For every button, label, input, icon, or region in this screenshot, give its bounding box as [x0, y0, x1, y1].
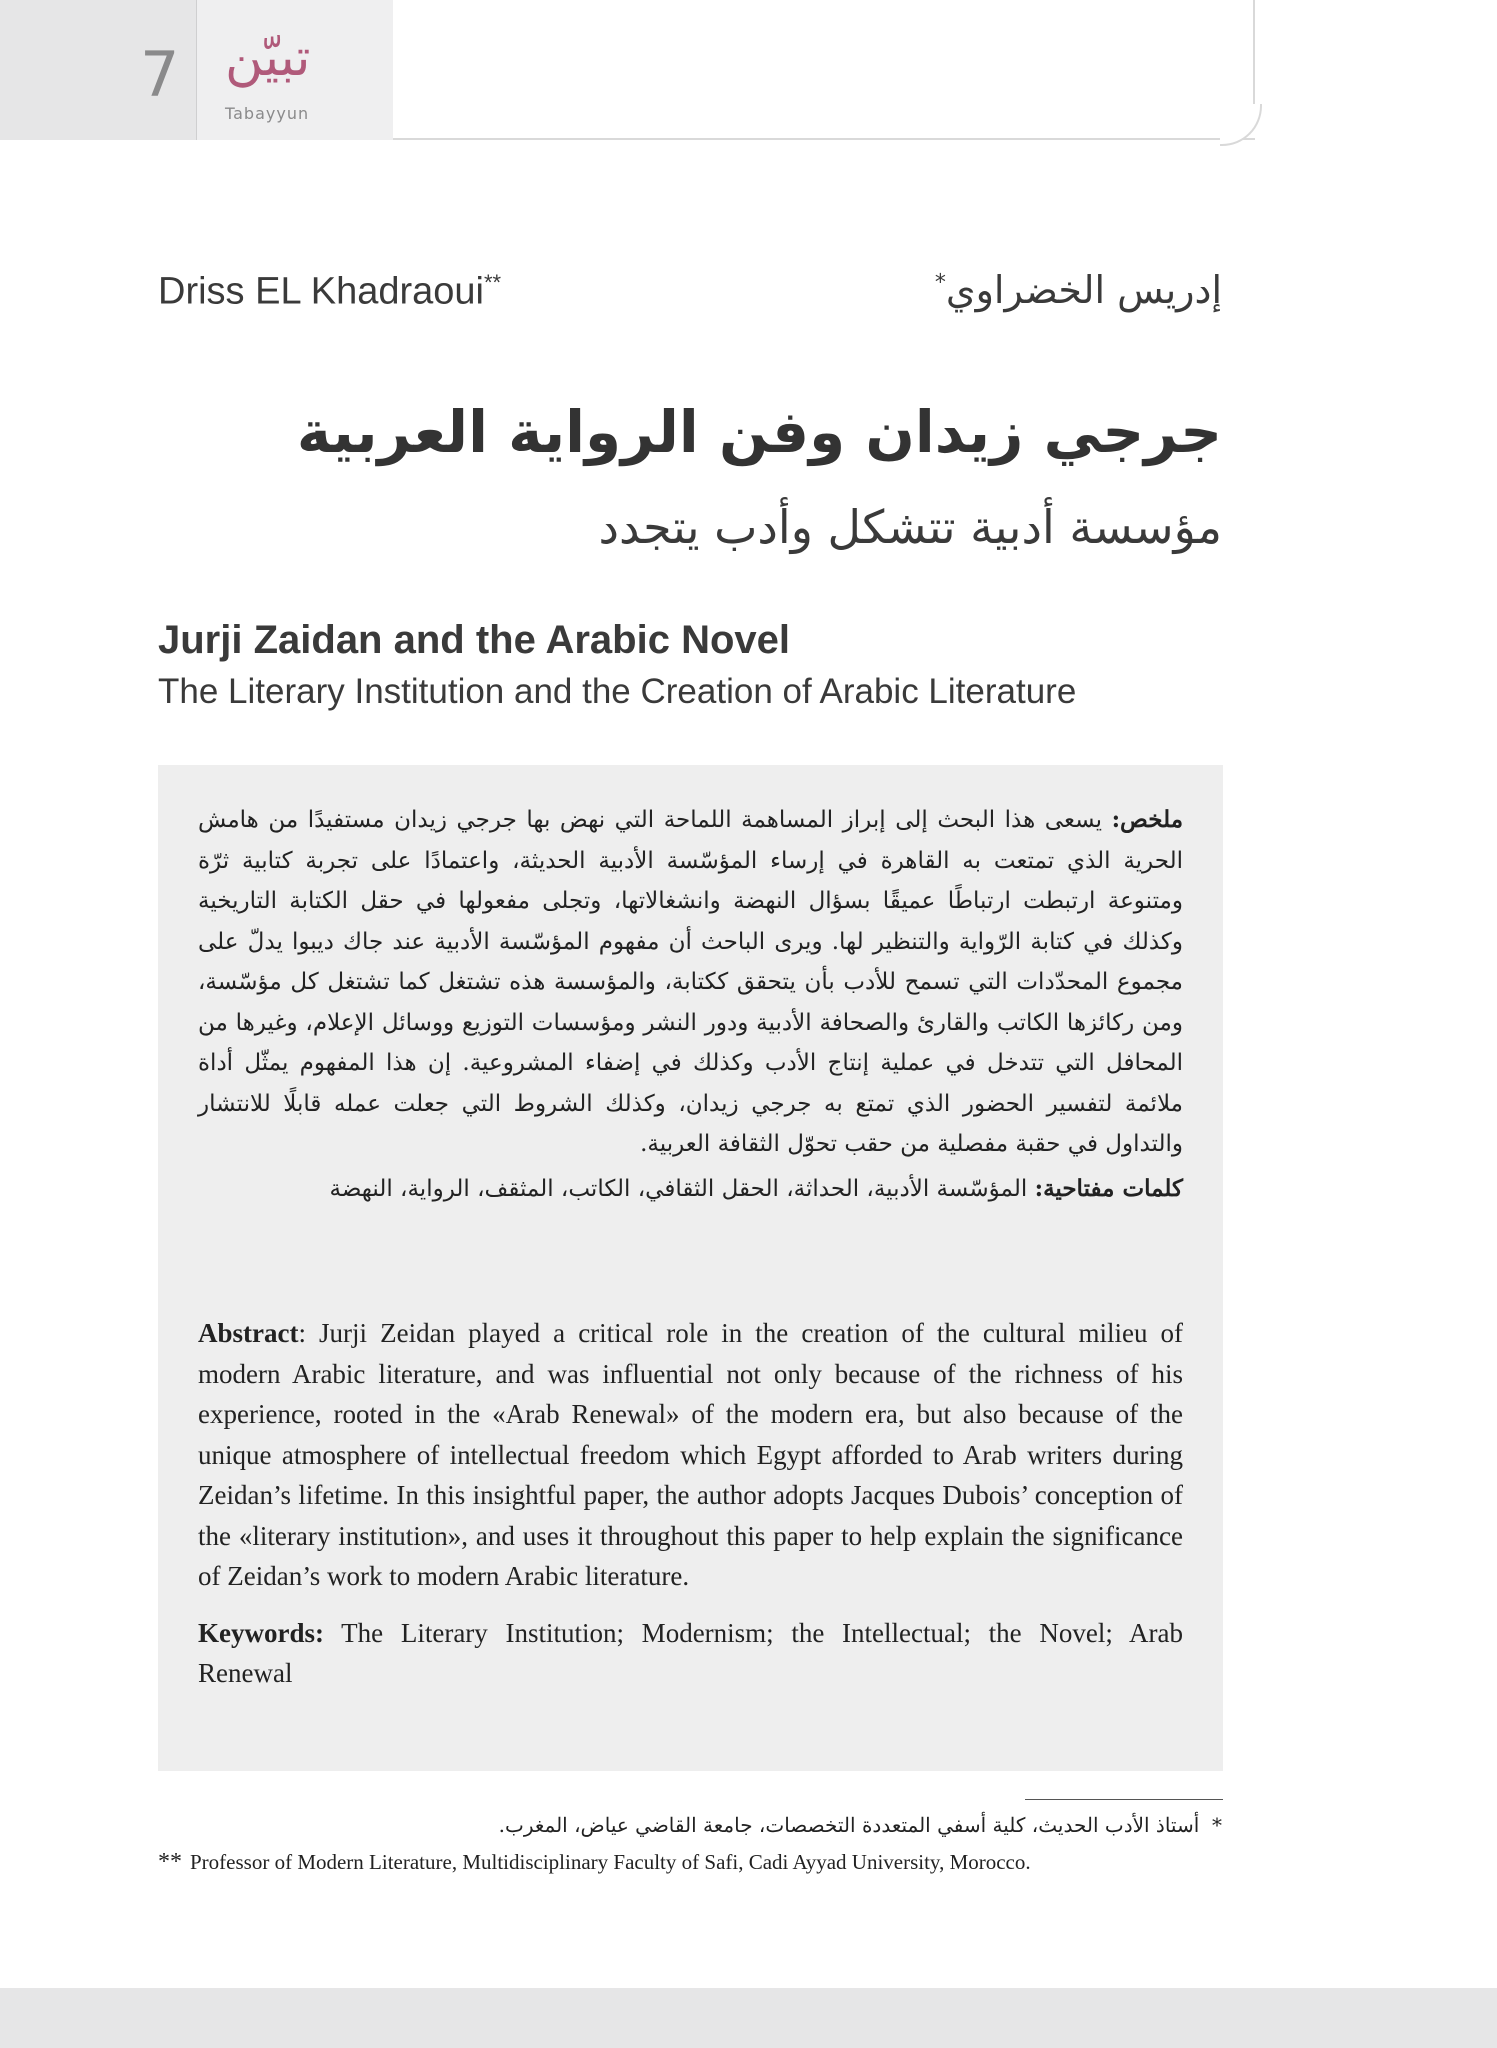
header-corner [1220, 104, 1262, 146]
keywords-english [198, 1613, 1183, 1694]
author-arabic-name: إدريس الخضراوي [945, 268, 1222, 312]
journal-logo [197, 0, 393, 140]
author-arabic [935, 268, 1222, 312]
author-arabic-mark: * [934, 270, 946, 296]
keywords-english-label: Keywords: [198, 1617, 324, 1648]
footnote-english-text: Professor of Modern Literature, Multidisciplinary Faculty of Safi, Cadi Ayyad University, Morocco. [190, 1850, 1031, 1874]
abstract-arabic-label: ملخص: [1111, 806, 1184, 833]
footnote-rule [1025, 1799, 1223, 1800]
page-number-box [0, 0, 196, 140]
author-english [158, 270, 501, 314]
abstract-arabic [198, 800, 1183, 1209]
abstract-english [198, 1313, 1183, 1694]
footnote-arabic-mark: * [1212, 1813, 1222, 1837]
logo-arabic: تبيّن [225, 28, 311, 88]
keywords-arabic-label: كلمات مفتاحية: [1034, 1174, 1183, 1202]
footnote-english-mark: ** [158, 1849, 182, 1875]
keywords-english-text: The Literary Institution; Modernism; the Intellectual; the Novel; Arab Renewal [198, 1617, 1183, 1688]
keywords-arabic-text: المؤسّسة الأدبية، الحداثة، الحقل الثقافي، الكاتب، المثقف، الرواية، النهضة [329, 1175, 1028, 1202]
subtitle-english: The Literary Institution and the Creation of Arabic Literature [158, 672, 1077, 711]
abstract-english-label: Abstract [198, 1318, 299, 1348]
footnote-arabic-text: أستاذ الأدب الحديث، كلية أسفي المتعددة التخصصات، جامعة القاضي عياض، المغرب. [498, 1813, 1200, 1837]
abstract-english-paragraph [198, 1313, 1183, 1597]
logo-latin: Tabayyun [225, 104, 310, 123]
abstract-box [158, 765, 1223, 1771]
keywords-arabic [198, 1169, 1183, 1210]
abstract-arabic-text: يسعى هذا البحث إلى إبراز المساهمة اللماحة التي نهض بها جرجي زيدان مستفيدًا من هامش الحرية الذي تمتعت به القاهرة في إرساء المؤسّسة الأدبية الحديثة، واعتمادًا على تجربة كتابية ثرّة ومتنوعة ارتبطت ارتباطًا عميقًا بسؤال النهضة وانشغالاتها، وتجلى مفعولها في حقل الكتابة التاريخية وكذلك في كتابة الرّواية والتنظير لها. ويرى الباحث أن مفهوم المؤسّسة الأدبية عند جاك ديبوا يدلّ على مجموع المحدّدات التي تسمح للأدب بأن يتحقق ككتابة، والمؤسسة هذه تشتغل كما تشتغل كل مؤسّسة، ومن ركائزها الكاتب والقارئ والصحافة الأدبية ودور النشر ومؤسسات التوزيع ووسائل الإعلام، وغيرها من المحافل التي تتدخل في عملية إنتاج الأدب وكذلك في إضفاء المشروعية. إن هذا المفهوم يمثّل أداة ملائمة لتفسير الحضور الذي تمتع به جرجي زيدان، وكذلك الشروط التي جعلت عمله قابلًا للانتشار والتداول في حقبة مفصلية من حقب تحوّل الثقافة العربية. [198, 807, 1183, 1157]
footnote-arabic [499, 1813, 1222, 1837]
page-number: 7 [140, 38, 180, 111]
abstract-arabic-paragraph [198, 800, 1183, 1165]
author-english-mark: ** [483, 270, 502, 295]
subtitle-arabic: مؤسسة أدبية تتشكل وأدب يتجدد [598, 500, 1222, 554]
footer-band [0, 1988, 1497, 2048]
author-english-name: Driss EL Khadraoui [158, 270, 484, 313]
title-english: Jurji Zaidan and the Arabic Novel [158, 618, 790, 662]
title-arabic: جرجي زيدان وفن الرواية العربية [296, 398, 1222, 466]
footnote-english [158, 1849, 1031, 1876]
abstract-english-text: : Jurji Zeidan played a critical role in the creation of the cultural milieu of modern Arabic literature, and was influential not only because of the richness of his experience, rooted in the «Arab Renewal» of the modern era, but also because of the unique atmosphere of intellectual freedom which Egypt afforded to Arab writers during Zeidan’s lifetime. In this insightful paper, the author adopts Jacques Dubois’ conception of the «literary institution», and uses it throughout this paper to help explain the significance of Zeidan’s work to modern Arabic literature. [198, 1318, 1183, 1591]
